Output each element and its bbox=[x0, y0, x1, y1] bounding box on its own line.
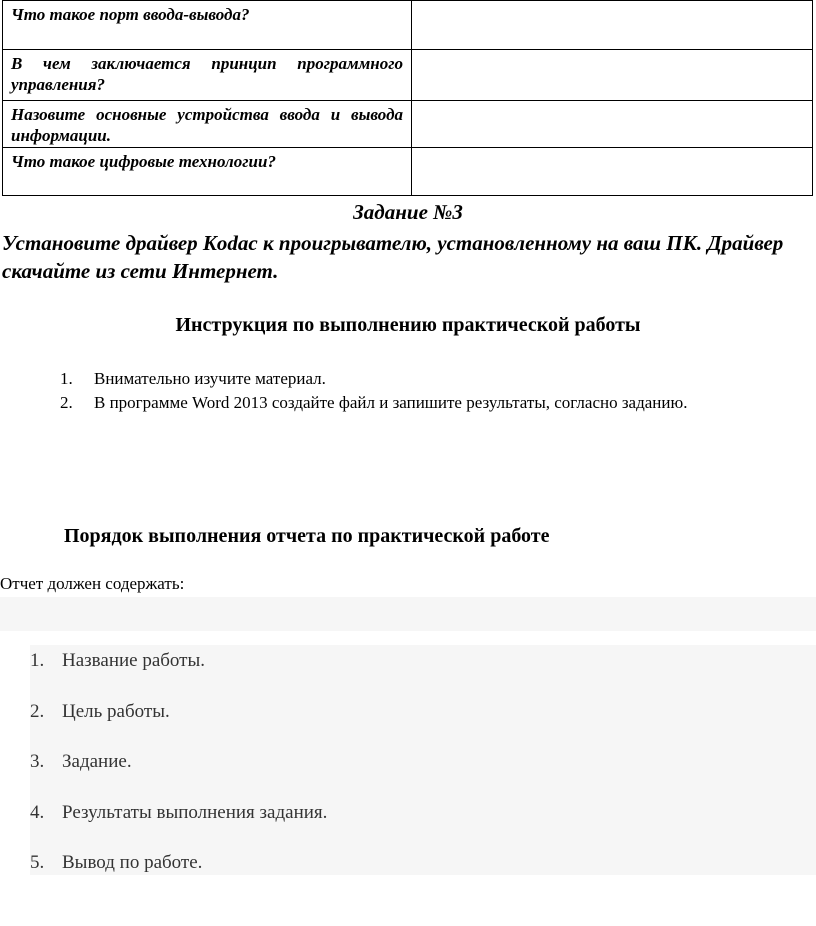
list-item bbox=[30, 849, 730, 900]
question-cell: В чем заключается принцип программного управления? bbox=[3, 50, 412, 101]
list-item-text: Результаты выполнения задания. bbox=[62, 801, 328, 823]
task-text: Установите драйвер Kodac к проигрывателю, установленному на ваш ПК. Драйвер скачайте из сети Интернет. bbox=[2, 231, 784, 283]
list-item bbox=[60, 391, 760, 415]
list-item bbox=[30, 799, 730, 850]
list-item-text: Название работы. bbox=[62, 650, 206, 671]
report-heading: Порядок выполнения отчета по практической работе bbox=[64, 525, 550, 547]
list-item-text: Внимательно изучите материал. bbox=[94, 369, 326, 388]
question-cell: Назовите основные устройства ввода и вывода информации. bbox=[3, 101, 412, 148]
list-item-text: Вывод по работе. bbox=[62, 852, 203, 873]
questions-table bbox=[2, 0, 813, 196]
report-list bbox=[30, 647, 730, 900]
background-band bbox=[0, 597, 816, 631]
instructions-heading: Инструкция по выполнению практической работы bbox=[175, 314, 641, 336]
list-item-number: 1. bbox=[30, 650, 45, 671]
list-item-number: 3. bbox=[30, 751, 45, 772]
list-item bbox=[30, 698, 730, 749]
list-item-number: 2. bbox=[30, 700, 45, 722]
task-title: Задание №3 bbox=[353, 200, 463, 224]
answer-cell bbox=[412, 50, 813, 101]
list-item bbox=[30, 647, 730, 698]
answer-cell bbox=[412, 1, 813, 50]
list-item-text: В программе Word 2013 создайте файл и запишите результаты, согласно заданию. bbox=[94, 393, 688, 412]
question-cell: Что такое цифровые технологии? bbox=[3, 148, 412, 196]
answer-cell bbox=[412, 148, 813, 196]
table-row bbox=[3, 1, 813, 50]
list-item-number: 1. bbox=[60, 369, 73, 388]
report-intro: Отчет должен содержать: bbox=[0, 574, 185, 593]
list-item bbox=[30, 748, 730, 799]
list-item bbox=[60, 367, 760, 391]
table-row bbox=[3, 50, 813, 101]
list-item-text: Цель работы. bbox=[62, 700, 170, 722]
list-item-number: 5. bbox=[30, 852, 45, 873]
table-row bbox=[3, 148, 813, 196]
instructions-list bbox=[60, 367, 760, 415]
table-row bbox=[3, 101, 813, 148]
list-item-number: 2. bbox=[60, 393, 73, 412]
list-item-text: Задание. bbox=[62, 751, 132, 772]
answer-cell bbox=[412, 101, 813, 148]
list-item-number: 4. bbox=[30, 801, 45, 823]
question-cell: Что такое порт ввода-вывода? bbox=[3, 1, 412, 50]
